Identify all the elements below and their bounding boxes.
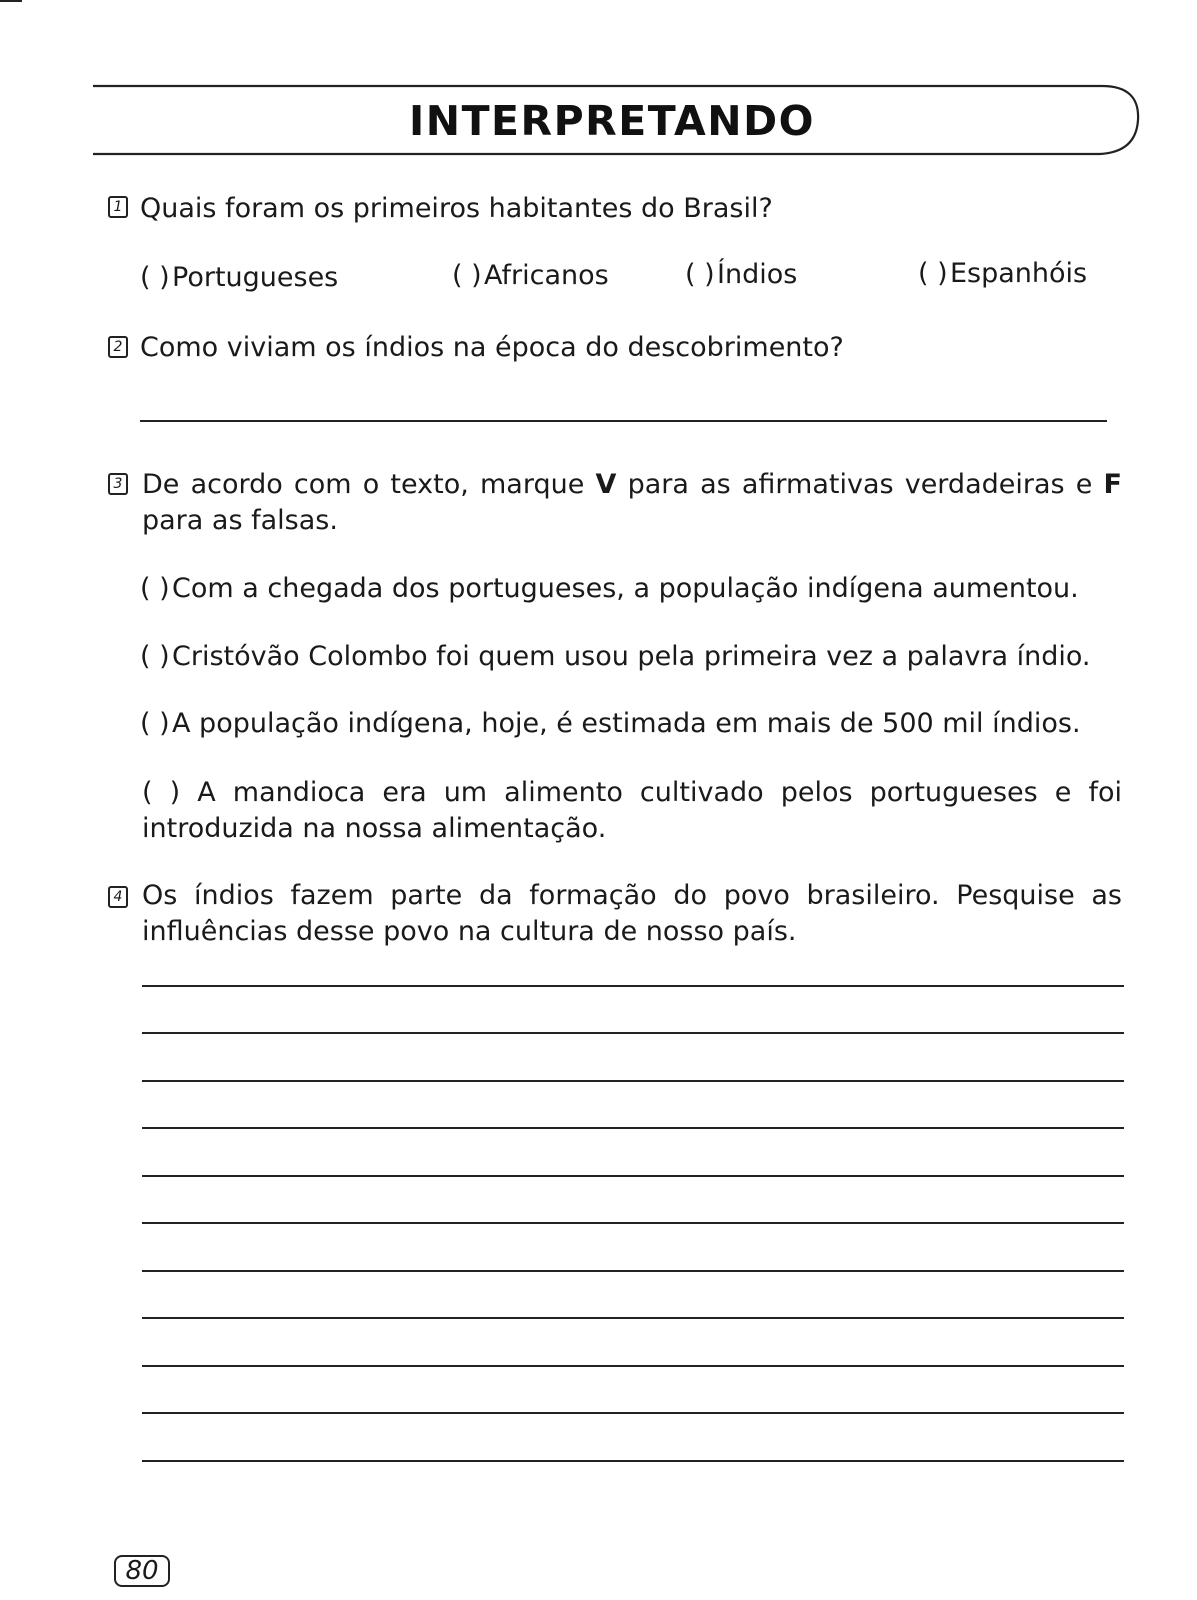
statement-text: Com a chegada dos portugueses, a população indígena aumentou. [172,573,1079,604]
statement-text: A população indígena, hoje, é estimada em mais de 500 mil índios. [172,708,1081,739]
question-4-line1: Os índios fazem parte da formação do povo brasileiro. Pesquise as [142,880,1122,911]
statement-checkbox[interactable]: ( ) [140,641,170,672]
statement-4-line2: introduzida na nossa alimentação. [142,813,607,844]
statement-1[interactable] [140,570,1079,607]
question-3-text-part: para as afirmativas verdadeiras e [627,469,1093,500]
question-3-text-part: De acordo com o texto, marque [142,469,585,500]
option-label: Africanos [484,260,609,291]
question-1-number: 1 [108,196,128,218]
question-2-number: 2 [108,336,128,358]
statement-text: Cristóvão Colombo foi quem usou pela primeira vez a palavra índio. [172,641,1091,672]
question-4-answer-line[interactable] [142,1032,1124,1034]
question-4-text-line1 [142,877,1122,914]
question-4-answer-line[interactable] [142,1365,1124,1367]
question-3-text-line1 [142,466,1122,503]
question-4-answer-line[interactable] [142,985,1124,987]
option-label: Índios [717,259,798,290]
option-indios[interactable] [685,256,797,293]
true-marker: V [595,469,617,500]
question-4-number: 4 [108,886,128,908]
question-4-text-line2: influências desse povo na cultura de nosso país. [142,916,797,947]
page-number: 80 [114,1555,170,1587]
question-4-answer-line[interactable] [142,1270,1124,1272]
option-espanhois[interactable] [918,255,1087,292]
question-2-text: Como viviam os índios na época do descobrimento? [140,332,844,363]
question-2-answer-line[interactable] [140,420,1107,422]
question-3-line1 [142,466,1122,503]
statement-4[interactable] [142,774,1122,811]
question-4-answer-line[interactable] [142,1460,1124,1462]
question-4-answer-line[interactable] [142,1412,1124,1414]
statement-4-line1 [142,774,1122,811]
question-1-text: Quais foram os primeiros habitantes do Brasil? [140,193,773,224]
question-4-answer-line[interactable] [142,1222,1124,1224]
option-label: Espanhóis [950,258,1088,289]
header-banner [92,84,1142,158]
option-portugueses[interactable] [140,259,338,296]
question-4-answer-line[interactable] [142,1080,1124,1082]
statement-2[interactable] [140,638,1091,675]
option-africanos[interactable] [452,257,609,294]
option-checkbox[interactable]: ( ) [918,258,948,289]
question-4-answer-line[interactable] [142,1175,1124,1177]
question-3-number: 3 [108,473,128,495]
question-4-answer-line[interactable] [142,1127,1124,1129]
page-title: INTERPRETANDO [409,97,815,145]
statement-checkbox[interactable]: ( ) [140,573,170,604]
statement-checkbox[interactable]: ( ) [140,708,170,739]
option-checkbox[interactable]: ( ) [452,260,482,291]
option-checkbox[interactable]: ( ) [685,259,715,290]
question-4-answer-line[interactable] [142,1317,1124,1319]
scan-corner-mark [0,0,22,2]
option-checkbox[interactable]: ( ) [140,262,170,293]
statement-checkbox[interactable]: ( ) [142,777,181,808]
statement-text: A mandioca era um alimento cultivado pelos portugueses e foi [197,777,1122,808]
question-3-text-line2: para as falsas. [142,505,338,536]
statement-3[interactable] [140,705,1081,742]
false-marker: F [1103,469,1122,500]
option-label: Portugueses [172,262,339,293]
